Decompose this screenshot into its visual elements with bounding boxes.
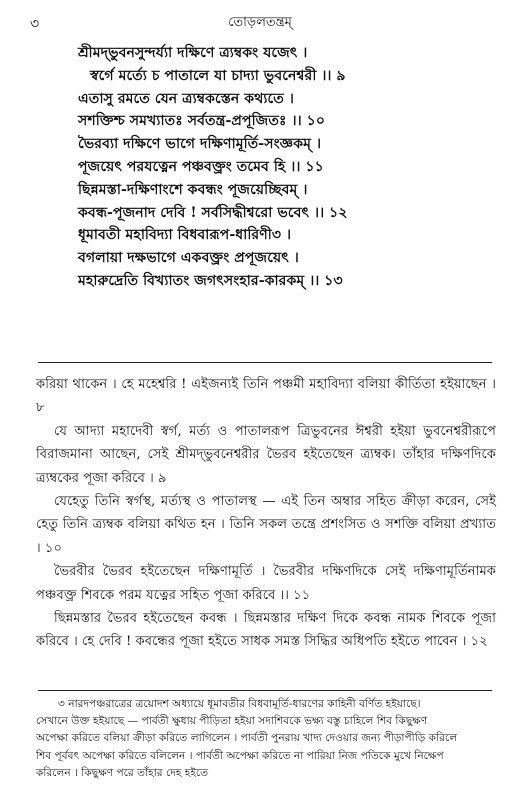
footnote-divider — [38, 690, 492, 691]
verse-line: ধূমাবতী মহাবিদ্যা বিধবারূপ-ধারিণী৩ । — [78, 227, 292, 244]
verse-line: সশক্তিশ্চ সমখ্যাতঃ সর্বতন্ত্র-প্রপূজিতঃ ।। ১০ — [78, 113, 326, 130]
commentary-paragraph: যেহেতু তিনি স্বর্গস্থ, মর্ত্যস্থ ও পাতালস্থ — এই তিন অম্বার সহিত ক্রীড়া করেন, সেই হেতু তিনি ত্র্যম্বক বলিয়া কথিত হন । তিনি সকল তন্ত্রে প্রশংসিত ও সশক্তি বলিয়া প্রখ্যাত । ১০ — [36, 494, 496, 556]
running-title: তোড়লতন্ত্রম্‌ — [228, 15, 292, 30]
verse-line: স্বর্গে মর্ত্যে চ পাতালে যা চাদ্যা ভুবনেশ্বরী ।। ৯ — [90, 67, 346, 84]
footnote — [36, 696, 500, 782]
verse-line: ভৈরব্যা দক্ষিণে ভাগে দক্ষিণামূর্তি-সংজ্ঞকম্‌ । — [78, 136, 322, 153]
verse-line: বগলায়া দক্ষভাগে একবক্ত্রং প্রপূজয়েৎ । — [78, 250, 299, 267]
sanskrit-verses — [78, 42, 508, 293]
footnote-line: অপেক্ষা করিতে বলিয়া ক্রীড়া করিতে লাগিলেন । পার্বতী পুনরায় খাদ্য দেওয়ার জন্য পীড়াপীড়ি করিলে — [36, 732, 458, 745]
commentary-paragraph: করিয়া থাকেন । হে মহেশ্বরি ! এইজন্যই তিনি পঞ্চমী মহাবিদ্যা বলিয়া কীর্তিতা হইয়াছেন । ৮ — [36, 377, 496, 416]
footnote-line: শিব পূর্ববৎ অপেক্ষা করিতে বলিলেন । পার্বতী অপেক্ষা করিতে না পারিয়া নিজ পতিকে মুখে নিক্ষেপ — [36, 749, 444, 762]
commentary-paragraph: ছিন্নমস্তার ভৈরব হইতেছেন কবন্ধ । ছিন্নমস্তার দক্ষিণ দিকে কবন্ধ নামক শিবকে পূজা করিবে । হে দেবি ! কবন্ধের পূজা হইতে সাধক সমস্ত সিদ্ধির অধিপতি হইতে পাবেন । ১২ — [36, 611, 496, 650]
verse-line: কবন্ধ-পূজনাদ দেবি ! সর্বসিদ্ধীশ্বরো ভবেৎ ।। ১২ — [78, 204, 348, 221]
verse-line: এতাসু রমতে যেন ত্র্যম্বকস্তেন কথ্যতে । — [78, 90, 294, 107]
footnote-line: ৩ নারদপঞ্চরাত্রের ত্রয়োদশ অধ্যায়ে ধূমাবতীর বিধবামূর্তি-ধারণের কাহিনী বর্ণিত হইয়াছে। — [58, 698, 421, 710]
commentary-paragraph: যে আদ্যা মহাদেবী স্বর্গ, মর্ত্য ও পাতালরূপ ত্রিভুবনের ঈশ্বরী হইয়া ভুবনেশ্বরীরূপে বিরাজমানা আছেন, সেই শ্রীমদ্‌ভুবনেশ্বরীর ভৈরব হইতেছেন ত্র্যম্বক। তাঁহার দক্ষিণদিকে ত্র্যম্বকের পূজা করিবে । ৯ — [36, 423, 496, 486]
footnote-line: সেখানে উক্ত হইয়াছে — পার্বতী ক্ষুধায় পীড়িতা হইয়া সদাশিবকে ভক্ষ্য বস্তু চাহিলে শিব কিছুক্ষণ — [36, 715, 428, 728]
verse-line: ছিন্নমস্তা-দক্ষিণাংশে কবন্ধং পূজয়েচ্ছিবম্‌ । — [78, 181, 308, 198]
commentary-paragraph: ভৈরবীর ভৈরব হইতেছেন দক্ষিণামূর্তি । ভৈরবীর দক্ষিণদিকে সেই দক্ষিণামূর্তিনামক পঞ্চবক্ত্র শিবকে পরম যত্নের সহিত পূজা করিবে ।। ১১ — [36, 564, 496, 603]
verse-line: মহারুদ্রেতি বিখ্যাতং জগৎসংহার-কারকম্‌ ।। ১৩ — [78, 272, 343, 289]
bengali-commentary — [36, 373, 496, 654]
verse-line: পূজয়েৎ পরযত্নেন পঞ্চবক্ত্রং তমেব হি ।। ১১ — [78, 158, 324, 175]
footnote-line: করিলেন । কিছুক্ষণ পরে তাঁহার দেহ হইতে — [36, 766, 209, 779]
page-number: ৩ — [30, 16, 40, 32]
section-divider — [38, 362, 492, 363]
verse-line: শ্রীমদ্‌ভুবনসুন্দর্য্যা দক্ষিণে ত্র্যম্বকং যজেৎ । — [78, 45, 308, 61]
